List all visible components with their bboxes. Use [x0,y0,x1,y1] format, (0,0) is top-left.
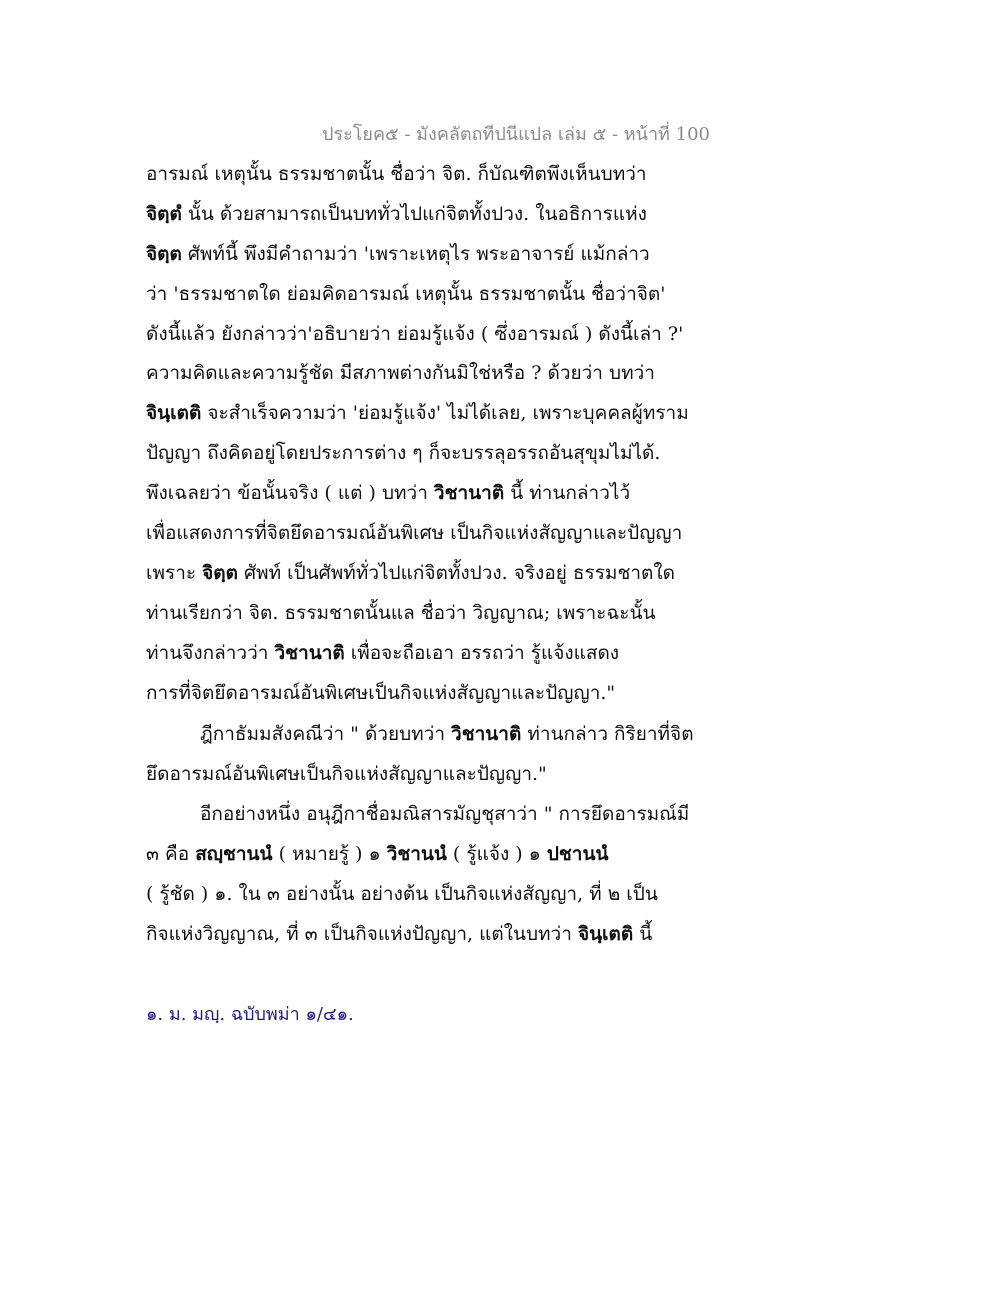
text-line: เพื่อแสดงการที่จิตยึดอารมณ์อันพิเศษ เป็นกิจแห่งสัญญาและปัญญา [146,522,683,544]
footnote: ๑. ม. มญฺ. ฉบับพม่า ๑/๔๑. [146,1004,354,1025]
text-line: ๓ คือ สญฺชานนํ ( หมายรู้ ) ๑ วิชานนํ ( รู้แจ้ง ) ๑ ปชานนํ [146,843,609,865]
pali-term: วิชานนํ [386,843,447,865]
text-line: จิตฺตํ นั้น ด้วยสามารถเป็นบททั่วไปแก่จิตทั้งปวง. ในอธิการแห่ง [146,203,647,225]
pali-term: วิชานาติ [451,723,522,745]
pali-term: สญฺชานนํ [195,843,273,865]
text-line: อารมณ์ เหตุนั้น ธรรมชาตนั้น ชื่อว่า จิต. ก็บัณฑิตพึงเห็นบทว่า [146,163,647,185]
text-line: ฎีกาธัมมสังคณีว่า " ด้วยบทว่า วิชานาติ ท่านกล่าว กิริยาที่จิต [200,723,694,745]
pali-term: วิชานาติ [274,642,345,664]
text-line: จิตฺต ศัพท์นี้ พึงมีคำถามว่า 'เพราะเหตุไร พระอาจารย์ แม้กล่าว [146,243,650,265]
text-line: การที่จิตยึดอารมณ์อันพิเศษเป็นกิจแห่งสัญญาและปัญญา." [146,682,616,704]
pali-term: จินฺเตติ [146,402,202,424]
text-line: ( รู้ชัด ) ๑. ใน ๓ อย่างนั้น อย่างต้น เป็นกิจแห่งสัญญา, ที่ ๒ เป็น [146,883,658,905]
text-line: พึงเฉลยว่า ข้อนั้นจริง ( แต่ ) บทว่า วิชานาติ นี้ ท่านกล่าวไว้ [146,482,631,504]
text-line: ท่านเรียกว่า จิต. ธรรมชาตนั้นแล ชื่อว่า วิญญาณ; เพราะฉะนั้น [146,602,656,624]
text-line: ยึดอารมณ์อันพิเศษเป็นกิจแห่งสัญญาและปัญญา." [146,763,547,785]
text-line: ความคิดและความรู้ชัด มีสภาพต่างกันมิใช่หรือ ? ด้วยว่า บทว่า [146,362,655,384]
text-line: กิจแห่งวิญญาณ, ที่ ๓ เป็นกิจแห่งปัญญา, แต่ในบทว่า จินฺเตติ นี้ [146,923,653,945]
pali-term: วิชานาติ [433,482,505,504]
text-line: ปัญญา ถึงคิดอยู่โดยประการต่าง ๆ ก็จะบรรลุอรรถอันสุขุมไม่ได้. [146,442,661,464]
text-line: จินฺเตติ จะสำเร็จความว่า 'ย่อมรู้แจ้ง' ไม่ได้เลย, เพราะบุคคลผู้ทราม [146,402,689,424]
text-line: อีกอย่างหนึ่ง อนุฎีกาชื่อมณิสารมัญชุสาว่า " การยึดอารมณ์มี [200,803,690,825]
text-line: ว่า 'ธรรมชาตใด ย่อมคิดอารมณ์ เหตุนั้น ธรรมชาตนั้น ชื่อว่าจิต' [146,283,666,305]
pali-term: จิตฺต [146,243,182,265]
pali-term: ปชานนํ [546,843,609,865]
text-line: ท่านจึงกล่าวว่า วิชานาติ เพื่อจะถือเอา อรรถว่า รู้แจ้งแสดง [146,642,620,664]
page-header: ประโยค๕ - มังคลัตถทีปนีแปล เล่ม ๕ - หน้าที่ 100 [322,124,710,145]
text-line: เพราะ จิตฺต ศัพท์ เป็นศัพท์ทั่วไปแก่จิตทั้งปวง. จริงอยู่ ธรรมชาตใด [146,562,675,584]
pali-term: จิตฺต [202,562,238,584]
pali-term: จิตฺตํ [146,203,182,225]
text-line: ดังนี้แล้ว ยังกล่าวว่า'อธิบายว่า ย่อมรู้แจ้ง ( ซึ่งอารมณ์ ) ดังนี้เล่า ?' [146,323,684,345]
pali-term: จินฺเตติ [577,923,634,945]
